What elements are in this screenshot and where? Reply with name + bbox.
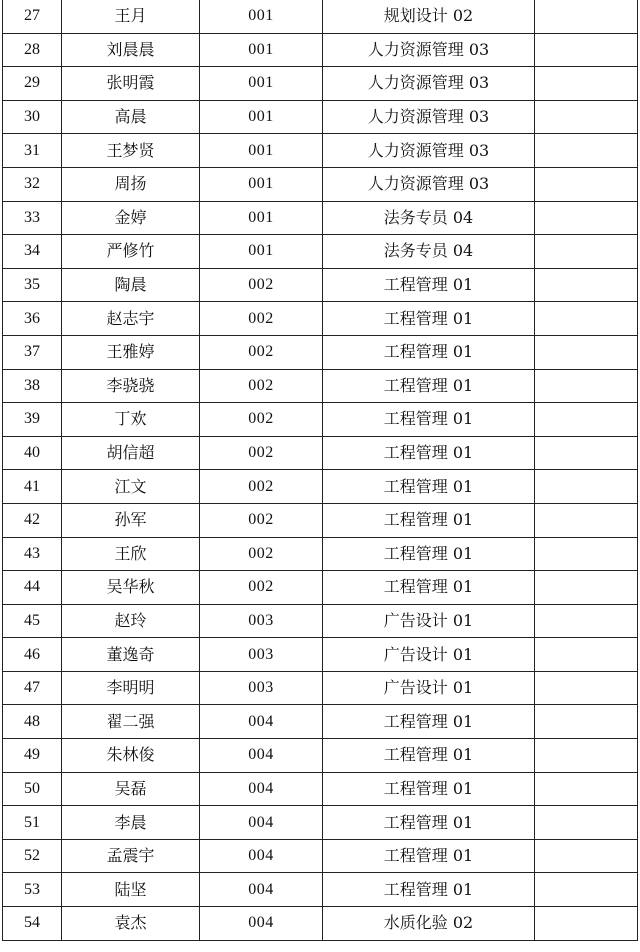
row-number-cell: 44: [3, 571, 62, 605]
row-number-cell: 35: [3, 268, 62, 302]
table-row: [3, 134, 638, 168]
row-number-cell: 34: [3, 235, 62, 269]
position-cell: 工程管理 01: [323, 268, 535, 302]
position-cell: 工程管理 01: [323, 772, 535, 806]
unit-code-cell: 001: [200, 235, 323, 269]
row-number-cell: 45: [3, 604, 62, 638]
remarks-cell: [535, 33, 638, 67]
name-cell: 袁杰: [62, 907, 200, 941]
name-cell: 赵玲: [62, 604, 200, 638]
name-cell: 王欣: [62, 537, 200, 571]
personnel-table: [2, 0, 638, 941]
table-row: [3, 369, 638, 403]
name-cell: 王月: [62, 0, 200, 33]
name-cell: 孙军: [62, 503, 200, 537]
table-row: [3, 302, 638, 336]
remarks-cell: [535, 839, 638, 873]
remarks-cell: [535, 268, 638, 302]
table-row: [3, 705, 638, 739]
table-row: [3, 806, 638, 840]
unit-code-cell: 002: [200, 571, 323, 605]
remarks-cell: [535, 436, 638, 470]
table-row: [3, 739, 638, 773]
name-cell: 王雅婷: [62, 335, 200, 369]
unit-code-cell: 002: [200, 537, 323, 571]
remarks-cell: [535, 873, 638, 907]
remarks-cell: [535, 403, 638, 437]
position-cell: 工程管理 01: [323, 470, 535, 504]
table-row: [3, 604, 638, 638]
remarks-cell: [535, 604, 638, 638]
name-cell: 赵志宇: [62, 302, 200, 336]
remarks-cell: [535, 739, 638, 773]
unit-code-cell: 002: [200, 436, 323, 470]
table-row: [3, 873, 638, 907]
name-cell: 高晨: [62, 100, 200, 134]
row-number-cell: 32: [3, 167, 62, 201]
name-cell: 李骁骁: [62, 369, 200, 403]
unit-code-cell: 002: [200, 335, 323, 369]
row-number-cell: 53: [3, 873, 62, 907]
position-cell: 法务专员 04: [323, 235, 535, 269]
table-row: [3, 839, 638, 873]
position-cell: 工程管理 01: [323, 537, 535, 571]
row-number-cell: 37: [3, 335, 62, 369]
name-cell: 李晨: [62, 806, 200, 840]
position-cell: 工程管理 01: [323, 503, 535, 537]
position-cell: 工程管理 01: [323, 873, 535, 907]
row-number-cell: 48: [3, 705, 62, 739]
name-cell: 胡信超: [62, 436, 200, 470]
table-row: [3, 0, 638, 33]
remarks-cell: [535, 235, 638, 269]
row-number-cell: 33: [3, 201, 62, 235]
position-cell: 工程管理 01: [323, 335, 535, 369]
table-row: [3, 907, 638, 941]
row-number-cell: 31: [3, 134, 62, 168]
table-body: [3, 0, 638, 940]
table-row: [3, 67, 638, 101]
position-cell: 人力资源管理 03: [323, 67, 535, 101]
table-row: [3, 436, 638, 470]
name-cell: 金婷: [62, 201, 200, 235]
unit-code-cell: 004: [200, 839, 323, 873]
table-row: [3, 33, 638, 67]
remarks-cell: [535, 0, 638, 33]
remarks-cell: [535, 571, 638, 605]
remarks-cell: [535, 671, 638, 705]
table-row: [3, 503, 638, 537]
remarks-cell: [535, 100, 638, 134]
row-number-cell: 38: [3, 369, 62, 403]
unit-code-cell: 003: [200, 638, 323, 672]
name-cell: 李明明: [62, 671, 200, 705]
unit-code-cell: 001: [200, 67, 323, 101]
unit-code-cell: 004: [200, 873, 323, 907]
row-number-cell: 52: [3, 839, 62, 873]
unit-code-cell: 001: [200, 0, 323, 33]
position-cell: 工程管理 01: [323, 403, 535, 437]
name-cell: 严修竹: [62, 235, 200, 269]
position-cell: 工程管理 01: [323, 705, 535, 739]
row-number-cell: 30: [3, 100, 62, 134]
name-cell: 陆坚: [62, 873, 200, 907]
row-number-cell: 36: [3, 302, 62, 336]
name-cell: 董逸奇: [62, 638, 200, 672]
row-number-cell: 42: [3, 503, 62, 537]
unit-code-cell: 004: [200, 806, 323, 840]
row-number-cell: 28: [3, 33, 62, 67]
unit-code-cell: 003: [200, 604, 323, 638]
position-cell: 工程管理 01: [323, 806, 535, 840]
table-row: [3, 571, 638, 605]
row-number-cell: 39: [3, 403, 62, 437]
remarks-cell: [535, 201, 638, 235]
unit-code-cell: 002: [200, 503, 323, 537]
remarks-cell: [535, 470, 638, 504]
unit-code-cell: 003: [200, 671, 323, 705]
unit-code-cell: 002: [200, 470, 323, 504]
row-number-cell: 50: [3, 772, 62, 806]
position-cell: 工程管理 01: [323, 436, 535, 470]
name-cell: 孟震宇: [62, 839, 200, 873]
name-cell: 翟二强: [62, 705, 200, 739]
position-cell: 广告设计 01: [323, 604, 535, 638]
remarks-cell: [535, 167, 638, 201]
unit-code-cell: 004: [200, 739, 323, 773]
position-cell: 工程管理 01: [323, 369, 535, 403]
table-row: [3, 403, 638, 437]
remarks-cell: [535, 638, 638, 672]
row-number-cell: 40: [3, 436, 62, 470]
position-cell: 规划设计 02: [323, 0, 535, 33]
position-cell: 法务专员 04: [323, 201, 535, 235]
unit-code-cell: 001: [200, 33, 323, 67]
remarks-cell: [535, 806, 638, 840]
remarks-cell: [535, 705, 638, 739]
unit-code-cell: 001: [200, 201, 323, 235]
unit-code-cell: 004: [200, 705, 323, 739]
position-cell: 工程管理 01: [323, 839, 535, 873]
name-cell: 刘晨晨: [62, 33, 200, 67]
table-row: [3, 268, 638, 302]
table-row: [3, 470, 638, 504]
position-cell: 水质化验 02: [323, 907, 535, 941]
position-cell: 人力资源管理 03: [323, 167, 535, 201]
remarks-cell: [535, 537, 638, 571]
name-cell: 周扬: [62, 167, 200, 201]
unit-code-cell: 002: [200, 369, 323, 403]
unit-code-cell: 001: [200, 134, 323, 168]
table-row: [3, 201, 638, 235]
position-cell: 工程管理 01: [323, 739, 535, 773]
position-cell: 人力资源管理 03: [323, 33, 535, 67]
remarks-cell: [535, 302, 638, 336]
position-cell: 人力资源管理 03: [323, 134, 535, 168]
remarks-cell: [535, 335, 638, 369]
remarks-cell: [535, 772, 638, 806]
position-cell: 工程管理 01: [323, 302, 535, 336]
row-number-cell: 43: [3, 537, 62, 571]
row-number-cell: 41: [3, 470, 62, 504]
remarks-cell: [535, 67, 638, 101]
table-row: [3, 772, 638, 806]
table-row: [3, 167, 638, 201]
unit-code-cell: 002: [200, 403, 323, 437]
name-cell: 吴华秋: [62, 571, 200, 605]
row-number-cell: 51: [3, 806, 62, 840]
name-cell: 吴磊: [62, 772, 200, 806]
row-number-cell: 27: [3, 0, 62, 33]
name-cell: 张明霞: [62, 67, 200, 101]
name-cell: 丁欢: [62, 403, 200, 437]
remarks-cell: [535, 907, 638, 941]
table-row: [3, 335, 638, 369]
name-cell: 陶晨: [62, 268, 200, 302]
unit-code-cell: 001: [200, 100, 323, 134]
position-cell: 广告设计 01: [323, 671, 535, 705]
position-cell: 广告设计 01: [323, 638, 535, 672]
name-cell: 王梦贤: [62, 134, 200, 168]
table-row: [3, 671, 638, 705]
unit-code-cell: 004: [200, 907, 323, 941]
table-row: [3, 100, 638, 134]
table-row: [3, 537, 638, 571]
remarks-cell: [535, 369, 638, 403]
position-cell: 人力资源管理 03: [323, 100, 535, 134]
unit-code-cell: 002: [200, 302, 323, 336]
unit-code-cell: 001: [200, 167, 323, 201]
table-row: [3, 235, 638, 269]
remarks-cell: [535, 134, 638, 168]
unit-code-cell: 002: [200, 268, 323, 302]
row-number-cell: 47: [3, 671, 62, 705]
table-row: [3, 638, 638, 672]
row-number-cell: 46: [3, 638, 62, 672]
position-cell: 工程管理 01: [323, 571, 535, 605]
name-cell: 朱林俊: [62, 739, 200, 773]
unit-code-cell: 004: [200, 772, 323, 806]
row-number-cell: 54: [3, 907, 62, 941]
remarks-cell: [535, 503, 638, 537]
name-cell: 江文: [62, 470, 200, 504]
row-number-cell: 49: [3, 739, 62, 773]
row-number-cell: 29: [3, 67, 62, 101]
